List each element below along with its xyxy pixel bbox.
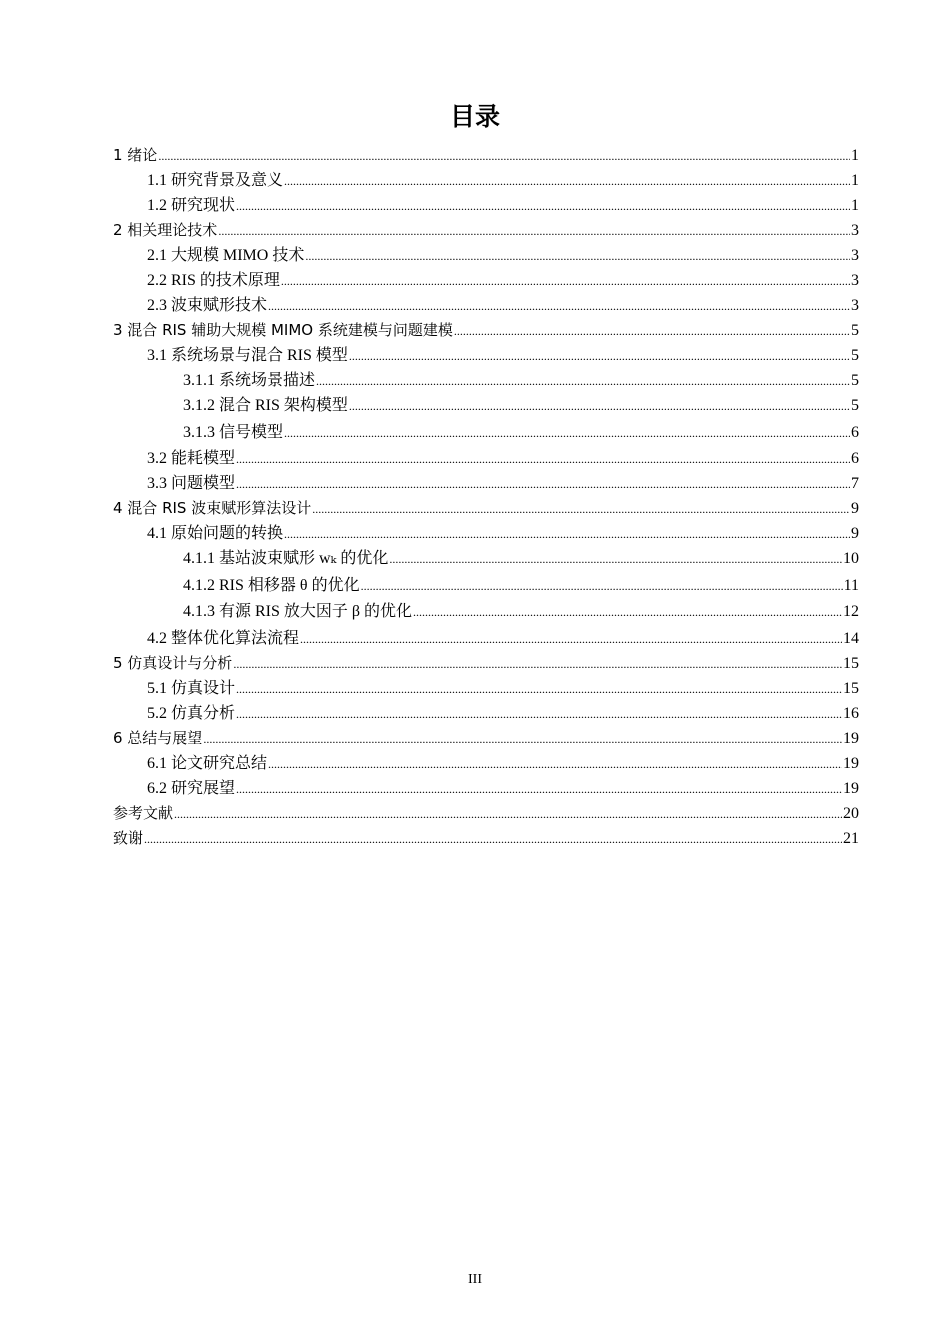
toc-entry-title: 1 绪论 — [113, 146, 158, 164]
toc-entry[interactable] — [113, 318, 859, 343]
toc-entry-title: 3.2 能耗模型 — [147, 450, 236, 467]
toc-entry-page-number: 7 — [851, 475, 859, 492]
dot-leader — [236, 777, 842, 802]
toc-entry-title: 1.2 研究现状 — [147, 197, 236, 214]
toc-entry[interactable] — [113, 368, 859, 393]
toc-entry-title: 3.3 问题模型 — [147, 475, 236, 492]
toc-entry[interactable] — [113, 168, 859, 193]
toc-entry-page-number: 19 — [843, 779, 859, 797]
toc-entry-title: 1.1 研究背景及意义 — [147, 172, 284, 189]
toc-entry[interactable] — [113, 471, 859, 496]
toc-entry-title: 5.2 仿真分析 — [147, 704, 236, 722]
toc-entry-page-number: 5 — [851, 397, 859, 414]
toc-entry-page-number: 3 — [851, 297, 859, 314]
dot-leader — [236, 472, 850, 497]
toc-entry-title: 3.1 系统场景与混合 RIS 模型 — [147, 347, 348, 364]
dot-leader — [236, 677, 842, 702]
toc-entry[interactable] — [113, 218, 859, 243]
toc-entry-title: 致谢 — [113, 828, 144, 847]
toc-entry[interactable] — [113, 546, 859, 573]
toc-entry-title: 6 总结与展望 — [113, 728, 203, 747]
toc-entry-page-number: 3 — [851, 222, 859, 239]
dot-leader — [218, 219, 850, 244]
toc-entry-title: 4.1 原始问题的转换 — [147, 525, 284, 542]
page-number-footer: III — [468, 1272, 482, 1287]
toc-entry-title: 5 仿真设计与分析 — [113, 653, 233, 672]
toc-entry-title: 4.1.2 RIS 相移器 θ 的优化 — [183, 576, 360, 594]
table-of-contents — [113, 143, 859, 851]
toc-entry-page-number: 3 — [851, 272, 859, 289]
toc-entry[interactable] — [113, 521, 859, 546]
toc-entry-title: 6.1 论文研究总结 — [147, 754, 268, 772]
dot-leader — [268, 752, 842, 777]
toc-entry-page-number: 10 — [843, 550, 859, 567]
toc-entry[interactable] — [113, 701, 859, 726]
toc-entry-page-number: 3 — [851, 247, 859, 264]
dot-leader — [349, 344, 850, 369]
toc-entry-title: 2 相关理论技术 — [113, 221, 218, 239]
toc-entry-title: 4.1.3 有源 RIS 放大因子 β 的优化 — [183, 603, 413, 620]
toc-entry[interactable] — [113, 801, 859, 826]
toc-entry[interactable] — [113, 268, 859, 293]
toc-entry-page-number: 21 — [843, 829, 859, 847]
dot-leader — [268, 294, 850, 319]
toc-entry-title: 5.1 仿真设计 — [147, 679, 236, 697]
toc-entry[interactable] — [113, 446, 859, 471]
toc-entry-page-number: 15 — [843, 679, 859, 697]
toc-entry-page-number: 12 — [843, 603, 859, 620]
toc-entry[interactable] — [113, 496, 859, 521]
dot-leader — [305, 244, 850, 269]
toc-entry[interactable] — [113, 826, 859, 851]
toc-entry-title: 3.1.2 混合 RIS 架构模型 — [183, 397, 348, 414]
toc-entry[interactable] — [113, 751, 859, 776]
toc-entry-page-number: 19 — [843, 729, 859, 747]
toc-entry-title: 3 混合 RIS 辅助大规模 MIMO 系统建模与问题建模 — [113, 321, 453, 339]
dot-leader — [349, 393, 850, 420]
toc-entry-page-number: 19 — [843, 754, 859, 772]
toc-entry[interactable] — [113, 626, 859, 651]
dot-leader — [413, 599, 842, 626]
dot-leader — [236, 194, 850, 219]
toc-entry[interactable] — [113, 343, 859, 368]
dot-leader — [389, 546, 842, 573]
dot-leader — [144, 827, 842, 852]
dot-leader — [284, 169, 850, 194]
toc-entry-page-number: 6 — [851, 423, 859, 441]
toc-entry-page-number: 11 — [843, 576, 859, 594]
toc-entry-title: 2.1 大规模 MIMO 技术 — [147, 247, 305, 264]
toc-entry-page-number: 16 — [843, 704, 859, 722]
dot-leader — [174, 802, 842, 827]
toc-entry-page-number: 5 — [851, 347, 859, 364]
toc-entry-title: 4.1.1 基站波束赋形 wₖ 的优化 — [183, 550, 389, 567]
toc-entry-title: 参考文献 — [113, 803, 174, 822]
dot-leader — [236, 447, 850, 472]
toc-entry[interactable] — [113, 193, 859, 218]
toc-entry-page-number: 5 — [851, 372, 859, 389]
dot-leader — [454, 319, 850, 344]
toc-entry-page-number: 5 — [851, 322, 859, 339]
toc-entry[interactable] — [113, 293, 859, 318]
toc-entry-title: 3.1.3 信号模型 — [183, 423, 284, 441]
dot-leader — [281, 269, 850, 294]
toc-entry-page-number: 14 — [843, 629, 859, 647]
toc-entry[interactable] — [113, 599, 859, 626]
dot-leader — [316, 369, 850, 394]
toc-entry-page-number: 6 — [851, 450, 859, 467]
dot-leader — [284, 420, 850, 447]
toc-entry-title: 4.2 整体优化算法流程 — [147, 629, 300, 647]
toc-entry-title: 2.2 RIS 的技术原理 — [147, 272, 280, 289]
toc-entry-page-number: 9 — [851, 500, 859, 517]
toc-entry[interactable] — [113, 776, 859, 801]
toc-entry[interactable] — [113, 420, 859, 447]
toc-entry-title: 6.2 研究展望 — [147, 779, 236, 797]
toc-entry-title: 4 混合 RIS 波束赋形算法设计 — [113, 499, 312, 517]
toc-entry-page-number: 1 — [851, 197, 859, 214]
toc-entry[interactable] — [113, 143, 859, 168]
dot-leader — [236, 702, 842, 727]
dot-leader — [203, 727, 842, 752]
toc-entry-title: 3.1.1 系统场景描述 — [183, 372, 316, 389]
toc-entry[interactable] — [113, 726, 859, 751]
dot-leader — [361, 573, 843, 600]
toc-entry-page-number: 15 — [843, 654, 859, 672]
dot-leader — [312, 497, 850, 522]
toc-entry-page-number: 20 — [843, 804, 859, 822]
dot-leader — [158, 144, 850, 169]
toc-entry[interactable] — [113, 676, 859, 701]
toc-entry[interactable] — [113, 243, 859, 268]
dot-leader — [284, 522, 850, 547]
toc-entry-page-number: 1 — [851, 172, 859, 189]
toc-entry[interactable] — [113, 393, 859, 420]
toc-entry-title: 2.3 波束赋形技术 — [147, 297, 268, 314]
toc-entry[interactable] — [113, 573, 859, 600]
page-title: 目录 — [449, 102, 500, 131]
dot-leader — [300, 627, 842, 652]
dot-leader — [233, 652, 842, 677]
toc-entry-page-number: 9 — [851, 525, 859, 542]
toc-entry[interactable] — [113, 651, 859, 676]
toc-entry-page-number: 1 — [851, 147, 859, 164]
